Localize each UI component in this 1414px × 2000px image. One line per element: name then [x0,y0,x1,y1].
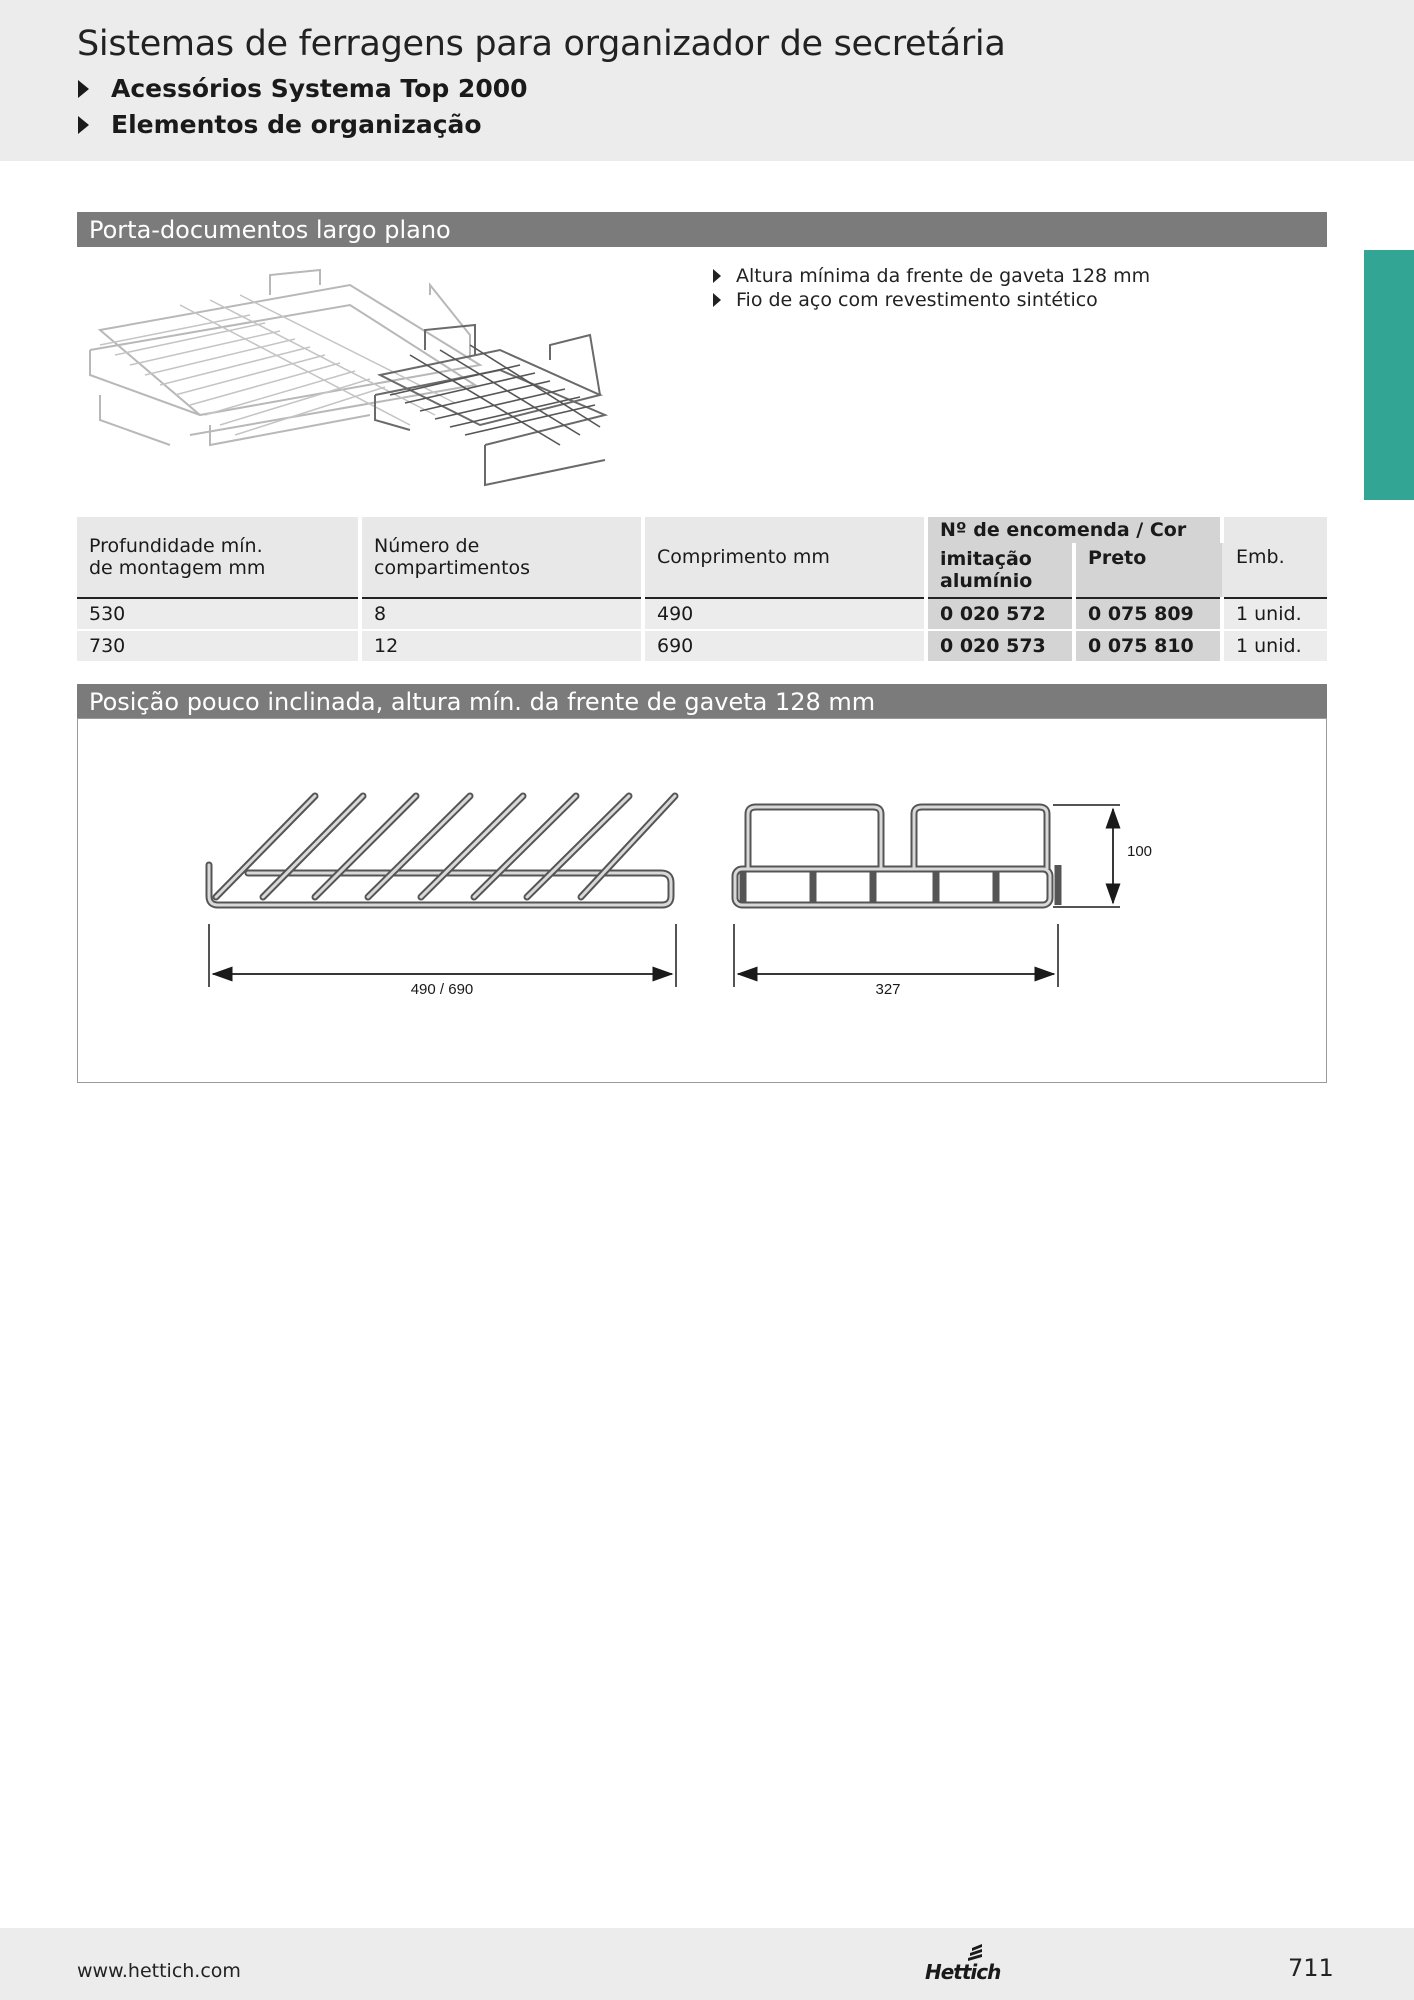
cell-code-aluminium: 0 020 572 [926,598,1074,630]
side-view-wires [216,796,675,897]
header-depth [77,517,360,598]
header-depth-line1: Profundidade mín. [89,535,263,557]
section-title-bar-2: Posição pouco inclinada, altura mín. da frente de gaveta 128 mm [77,684,1327,719]
front-view [735,807,1058,905]
feature-item [713,288,1150,312]
header-depth-line2: de montagem mm [89,557,266,579]
subtitle-text: Elementos de organização [111,110,482,139]
cell-code-aluminium: 0 020 573 [926,630,1074,661]
side-view [209,796,675,905]
cell-compartments: 8 [360,598,643,630]
small-tray-drawing [375,325,605,485]
header-color-black: Preto [1074,543,1222,598]
product-photo [80,255,700,500]
header-pack: Emb. [1222,517,1327,598]
front-view-inner [735,807,1050,905]
dimension-width-label: 327 [875,981,901,998]
hettich-logo: Hettich [925,1960,1001,1984]
feature-text: Altura mínima da frente de gaveta 128 mm [736,265,1151,287]
subtitle-item-2 [78,110,482,139]
side-view-wires-inner [216,796,675,897]
dimension-length-label: 490 / 690 [410,981,474,998]
cell-code-black: 0 075 810 [1074,630,1222,661]
cell-depth: 530 [77,598,360,630]
technical-drawing [77,718,1327,1083]
cell-pack: 1 unid. [1222,598,1327,630]
feature-item [713,264,1150,288]
triangle-bullet-icon [713,269,721,283]
header-compartments: Número de compartimentos [360,517,643,598]
cell-code-black: 0 075 809 [1074,598,1222,630]
table-row [77,598,1327,630]
cell-length: 490 [643,598,926,630]
dimension-drawing [78,719,1328,1084]
header-color1-line2: alumínio [940,570,1033,592]
chapter-side-tab [1364,250,1414,500]
triangle-bullet-icon [78,116,89,134]
header-color1-line1: imitação [940,548,1032,570]
table-row [77,630,1327,661]
specification-table [77,517,1327,661]
header-color-aluminium [926,543,1074,598]
cell-pack: 1 unid. [1222,630,1327,661]
feature-text: Fio de aço com revestimento sintético [736,289,1098,311]
header-order-number: Nº de encomenda / Cor [926,517,1222,543]
footer-url[interactable]: www.hettich.com [77,1960,241,1982]
page-number: 711 [1288,1954,1334,1982]
feature-list [713,264,1150,312]
dimension-height-label: 100 [1127,843,1153,860]
triangle-bullet-icon [713,293,721,307]
cell-compartments: 12 [360,630,643,661]
section-title-bar: Porta-documentos largo plano [77,212,1327,247]
subtitle-text: Acessórios Systema Top 2000 [111,74,528,103]
cell-depth: 730 [77,630,360,661]
header-length: Comprimento mm [643,517,926,598]
triangle-bullet-icon [78,80,89,98]
cell-length: 690 [643,630,926,661]
subtitle-item-1 [78,74,528,103]
page-title: Sistemas de ferragens para organizador de secretária [77,24,1006,64]
dimension-lines [209,805,1120,987]
